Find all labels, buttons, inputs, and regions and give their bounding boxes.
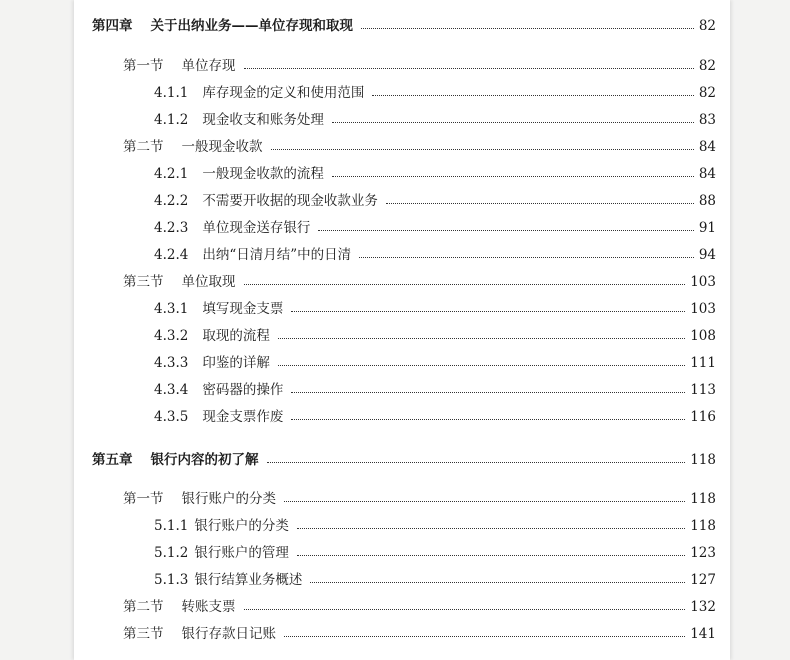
section-number: 第二节 (123, 599, 164, 615)
sub-number: 5.1.1 (154, 518, 189, 534)
sub-title: 印鉴的详解 (202, 355, 270, 371)
toc-chapter-4 (92, 15, 716, 37)
sub-number: 5.1.3 (154, 572, 189, 588)
section-title: 一般现金收款 (181, 139, 263, 155)
page-number: 103 (690, 301, 716, 317)
page-number: 116 (690, 409, 716, 425)
chapter-number: 第五章 (92, 452, 133, 468)
leader-dots (386, 203, 694, 204)
toc-section-5-1 (123, 488, 716, 510)
toc-sub-4-3-1 (154, 298, 716, 320)
sub-title: 现金收支和账务处理 (202, 112, 324, 128)
leader-dots (291, 392, 685, 393)
sub-number: 4.1.1 (154, 85, 189, 101)
page-number: 103 (690, 274, 716, 290)
leader-dots (244, 68, 694, 69)
section-number: 第二节 (123, 139, 164, 155)
page-number: 132 (690, 599, 716, 615)
toc-section-4-1 (123, 55, 716, 77)
sub-title: 出纳“日清月结”中的日清 (202, 247, 352, 263)
toc-sub-4-3-2 (154, 325, 716, 347)
toc-sub-4-3-5 (154, 406, 716, 428)
page-number: 111 (690, 355, 716, 371)
toc-sub-5-1-3 (154, 569, 716, 591)
leader-dots (332, 122, 694, 123)
leader-dots (267, 462, 686, 463)
sub-title: 银行结算业务概述 (194, 572, 303, 588)
sub-number: 4.2.1 (154, 166, 189, 182)
section-title: 银行账户的分类 (181, 491, 276, 507)
toc-sub-5-1-1 (154, 515, 716, 537)
leader-dots (361, 28, 694, 29)
page-number: 83 (698, 112, 716, 128)
page-number: 84 (698, 166, 716, 182)
toc-section-4-2 (123, 136, 716, 158)
section-title: 转账支票 (181, 599, 236, 615)
toc-section-5-2 (123, 596, 716, 618)
leader-dots (244, 284, 686, 285)
leader-dots (284, 501, 685, 502)
page-number: 118 (690, 491, 716, 507)
section-title: 银行存款日记账 (181, 626, 276, 642)
sub-number: 4.2.2 (154, 193, 189, 209)
toc-sub-4-2-1 (154, 163, 716, 185)
leader-dots (310, 582, 685, 583)
section-title: 单位取现 (181, 274, 236, 290)
sub-number: 4.3.4 (154, 382, 189, 398)
leader-dots (359, 257, 694, 258)
sub-title: 不需要开收据的现金收款业务 (202, 193, 378, 209)
leader-dots (284, 636, 685, 637)
page-number: 82 (698, 18, 716, 34)
chapter-title: 关于出纳业务——单位存现和取现 (150, 18, 353, 34)
sub-title: 密码器的操作 (202, 382, 284, 398)
toc-sub-4-3-3 (154, 352, 716, 374)
page-number: 118 (690, 452, 716, 468)
section-number: 第三节 (123, 626, 164, 642)
page-number: 84 (698, 139, 716, 155)
toc-sub-4-2-2 (154, 190, 716, 212)
sub-title: 银行账户的管理 (194, 545, 289, 561)
page-number: 113 (690, 382, 716, 398)
page-number: 82 (698, 85, 716, 101)
page-number: 82 (698, 58, 716, 74)
toc-page (74, 0, 730, 660)
leader-dots (244, 609, 686, 610)
sub-title: 取现的流程 (202, 328, 270, 344)
toc-sub-5-1-2 (154, 542, 716, 564)
toc-sub-4-3-4 (154, 379, 716, 401)
page-number: 127 (690, 572, 716, 588)
page-number: 108 (690, 328, 716, 344)
sub-number: 4.1.2 (154, 112, 189, 128)
sub-title: 银行账户的分类 (194, 518, 289, 534)
section-title: 单位存现 (181, 58, 236, 74)
page-number: 123 (690, 545, 716, 561)
sub-number: 5.1.2 (154, 545, 189, 561)
leader-dots (318, 230, 693, 231)
page-number: 118 (690, 518, 716, 534)
toc-sub-4-1-2 (154, 109, 716, 131)
toc-sub-4-2-4 (154, 244, 716, 266)
page-number: 88 (698, 193, 716, 209)
sub-number: 4.2.4 (154, 247, 189, 263)
chapter-title: 银行内容的初了解 (150, 452, 259, 468)
leader-dots (278, 365, 685, 366)
sub-number: 4.3.1 (154, 301, 189, 317)
sub-number: 4.3.5 (154, 409, 189, 425)
section-number: 第三节 (123, 274, 164, 290)
sub-title: 单位现金送存银行 (202, 220, 311, 236)
sub-number: 4.2.3 (154, 220, 189, 236)
sub-title: 填写现金支票 (202, 301, 284, 317)
sub-title: 一般现金收款的流程 (202, 166, 324, 182)
toc-sub-4-2-3 (154, 217, 716, 239)
page-number: 94 (698, 247, 716, 263)
leader-dots (332, 176, 694, 177)
leader-dots (278, 338, 685, 339)
sub-title: 库存现金的定义和使用范围 (202, 85, 365, 101)
sub-number: 4.3.2 (154, 328, 189, 344)
page-number: 141 (690, 626, 716, 642)
page-number: 91 (698, 220, 716, 236)
toc-section-5-3 (123, 623, 716, 645)
leader-dots (291, 311, 685, 312)
toc-sub-4-1-1 (154, 82, 716, 104)
section-number: 第一节 (123, 58, 164, 74)
sub-number: 4.3.3 (154, 355, 189, 371)
toc-section-4-3 (123, 271, 716, 293)
leader-dots (297, 528, 685, 529)
chapter-number: 第四章 (92, 18, 133, 34)
sub-title: 现金支票作废 (202, 409, 284, 425)
leader-dots (271, 149, 694, 150)
leader-dots (372, 95, 693, 96)
toc-chapter-5 (92, 449, 716, 471)
leader-dots (291, 419, 685, 420)
section-number: 第一节 (123, 491, 164, 507)
leader-dots (297, 555, 685, 556)
